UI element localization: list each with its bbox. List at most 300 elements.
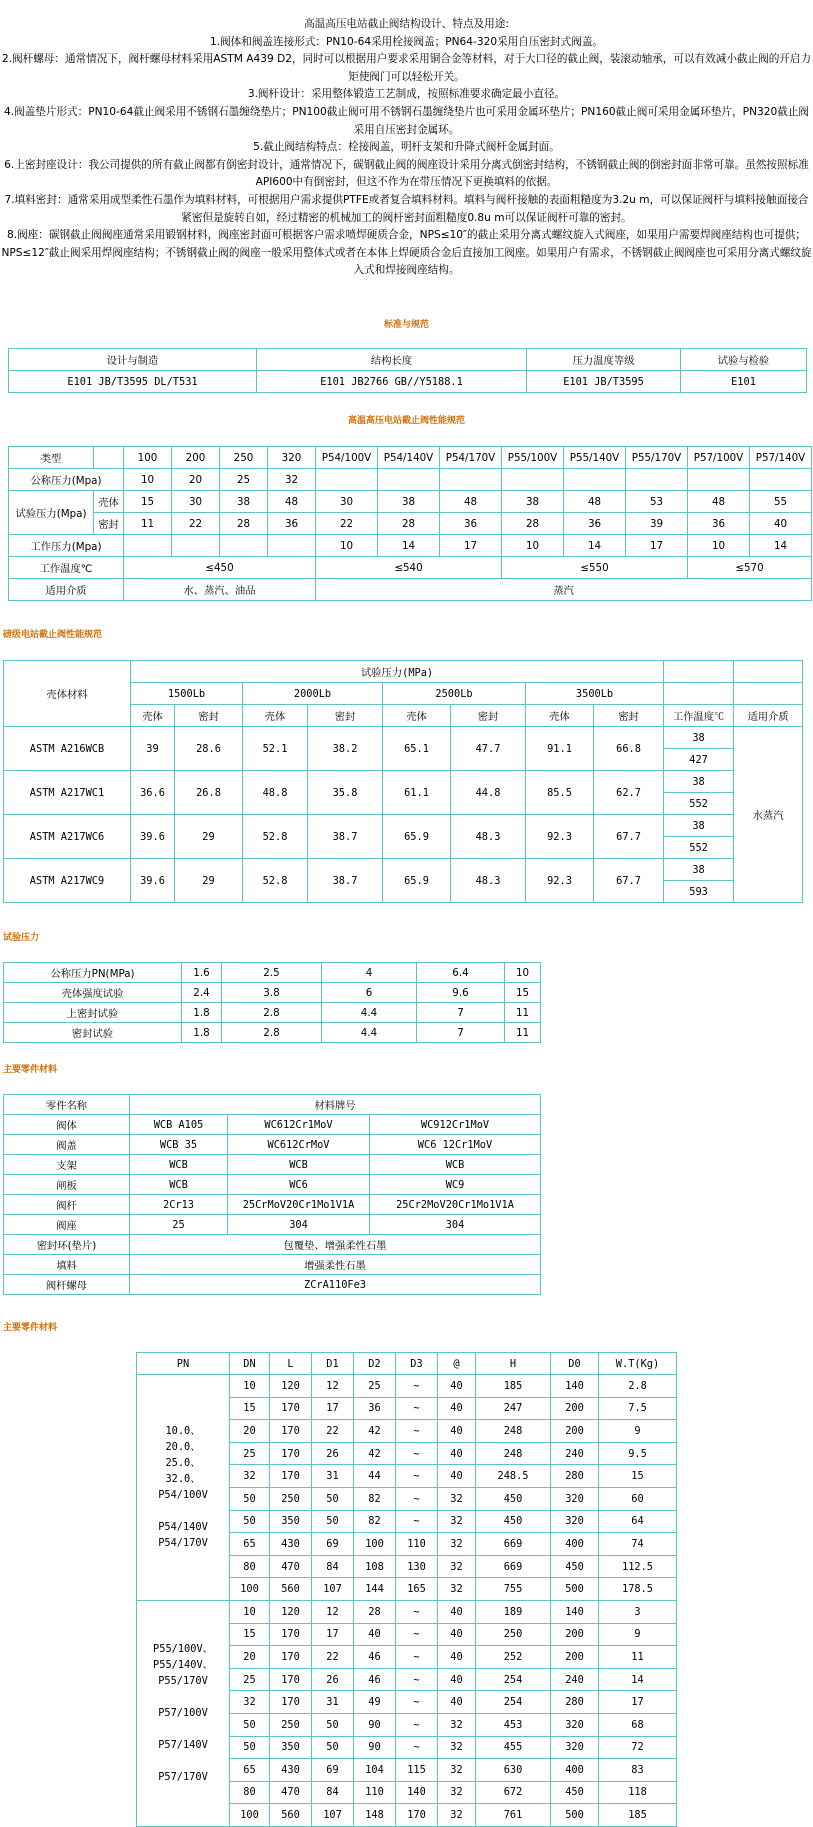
dims-cell: 31 — [312, 1465, 354, 1488]
dims-cell: 28 — [354, 1600, 396, 1623]
intro-paragraph: 3.阀杆设计：采用整体锻造工艺制成，按照标准要求确定最小直径。 — [247, 88, 566, 101]
material-cell: 25 — [130, 1215, 228, 1235]
shell-cell: 38 — [220, 491, 268, 513]
dims-cell: 120 — [270, 1375, 312, 1398]
dims-cell: 500 — [551, 1804, 599, 1827]
dims-cell: 254 — [476, 1668, 551, 1691]
material-cell: WC612Cr1MoV — [228, 1115, 370, 1135]
standards-header: 试验与检验 — [681, 349, 807, 371]
dims-cell: 254 — [476, 1691, 551, 1714]
dims-cell: 49 — [354, 1691, 396, 1714]
temp-cell: ≤570 — [688, 557, 812, 579]
dims-cell: 320 — [551, 1510, 599, 1533]
value-cell: 36.6 — [131, 771, 175, 815]
dims-cell: 17 — [312, 1623, 354, 1646]
nominal-cell — [564, 469, 626, 491]
seal-cell: 28 — [378, 513, 440, 535]
value-cell: 1.8 — [182, 1023, 222, 1043]
dims-cell: 170 — [270, 1420, 312, 1443]
dims-cell: 17 — [599, 1691, 677, 1714]
dims-cell: 50 — [230, 1487, 270, 1510]
dims-cell: 40 — [438, 1646, 476, 1669]
dims-cell: 200 — [551, 1646, 599, 1669]
intro-paragraph: 1.阀体和阀盖连接形式：PN10-64采用栓接阀盖；PN64-320采用自压密封式阀盖。 — [209, 35, 604, 48]
class-cell: P55/140V — [564, 447, 626, 469]
dims-cell: 350 — [270, 1736, 312, 1759]
work-cell: 10 — [688, 535, 750, 557]
value-cell: 92.3 — [526, 815, 594, 859]
pn-line: 10.0、 — [165, 1425, 201, 1438]
temp-cell: ≤540 — [316, 557, 502, 579]
value-cell: 28.6 — [175, 727, 243, 771]
dims-cell: 170 — [270, 1465, 312, 1488]
pn-line: 25.0、 — [165, 1457, 201, 1470]
nominal-cell: 10 — [124, 469, 172, 491]
dims-cell: 560 — [270, 1578, 312, 1601]
dims-cell: 80 — [230, 1555, 270, 1578]
dims-cell: 22 — [312, 1420, 354, 1443]
part-name: 阀座 — [4, 1215, 130, 1235]
dims-cell: 240 — [551, 1442, 599, 1465]
work-temp-label: 工作温度℃ — [9, 557, 124, 579]
dims-header: PN — [137, 1353, 230, 1375]
dims-cell: ~ — [396, 1736, 438, 1759]
class-cell: 200 — [172, 447, 220, 469]
dims-cell: 32 — [438, 1736, 476, 1759]
intro-text — [0, 16, 813, 280]
seal-cell: 36 — [688, 513, 750, 535]
nominal-cell: 25 — [220, 469, 268, 491]
dims-cell: ~ — [396, 1510, 438, 1533]
shell-label: 壳体 — [243, 705, 308, 727]
dims-cell: 32 — [230, 1691, 270, 1714]
work-temp-label: 工作温度℃ — [664, 705, 734, 727]
value-cell: 91.1 — [526, 727, 594, 771]
seal-label: 密封 — [308, 705, 383, 727]
dims-cell: 31 — [312, 1691, 354, 1714]
value-cell: 11 — [505, 1023, 541, 1043]
dims-cell: ~ — [396, 1465, 438, 1488]
dims-cell: 36 — [354, 1397, 396, 1420]
value-cell: 48.3 — [451, 815, 526, 859]
nominal-cell — [750, 469, 812, 491]
shell-cell: 38 — [378, 491, 440, 513]
dims-cell: 9 — [599, 1623, 677, 1646]
shell-cell: 53 — [626, 491, 688, 513]
pn-line: P54/140V — [158, 1521, 208, 1534]
shell-cell: 48 — [268, 491, 316, 513]
section-title-test: 试验压力 — [3, 933, 40, 943]
seal-cell: 39 — [626, 513, 688, 535]
value-cell: 3.8 — [222, 983, 322, 1003]
temp-cell: 38 — [664, 859, 734, 881]
dims-cell: 40 — [438, 1600, 476, 1623]
dims-header: D3 — [396, 1353, 438, 1375]
material-cell: WCB — [130, 1155, 228, 1175]
dims-cell: 68 — [599, 1713, 677, 1736]
value-cell: 85.5 — [526, 771, 594, 815]
seal-cell: 36 — [440, 513, 502, 535]
part-name: 闸板 — [4, 1175, 130, 1195]
material-cell: 包覆垫、增强柔性石墨 — [130, 1235, 541, 1255]
dims-cell: 2.8 — [599, 1375, 677, 1398]
dims-cell: 25 — [354, 1375, 396, 1398]
dims-cell: 90 — [354, 1736, 396, 1759]
pn-line: P57/100V — [158, 1707, 208, 1720]
dims-cell: 240 — [551, 1668, 599, 1691]
dims-cell: ~ — [396, 1668, 438, 1691]
medium-label: 适用介质 — [734, 705, 803, 727]
performance-table-2 — [3, 660, 803, 903]
value-cell: 4.4 — [322, 1003, 417, 1023]
dims-cell: 12 — [312, 1600, 354, 1623]
pn-line — [139, 1721, 227, 1737]
dims-header: D1 — [312, 1353, 354, 1375]
pn-line — [139, 1753, 227, 1769]
dims-cell: 20 — [230, 1420, 270, 1443]
pn-group-cell — [137, 1375, 230, 1601]
value-cell: 26.8 — [175, 771, 243, 815]
dims-cell: 144 — [354, 1578, 396, 1601]
dims-cell: 252 — [476, 1646, 551, 1669]
pn-line: P57/170V — [158, 1771, 208, 1784]
value-cell: 7 — [417, 1023, 505, 1043]
dims-cell: 40 — [438, 1420, 476, 1443]
material-cell: WC6 — [228, 1175, 370, 1195]
shell-cell: 48 — [564, 491, 626, 513]
dims-cell: 50 — [312, 1713, 354, 1736]
dims-cell: 170 — [396, 1804, 438, 1827]
dims-cell: ~ — [396, 1646, 438, 1669]
shell-cell: 48 — [688, 491, 750, 513]
class-cell: P55/100V — [502, 447, 564, 469]
dims-cell: 672 — [476, 1781, 551, 1804]
part-name: 阀体 — [4, 1115, 130, 1135]
value-cell: 52.8 — [243, 815, 308, 859]
dims-cell: 10 — [230, 1600, 270, 1623]
pn-line: 20.0、 — [165, 1441, 201, 1454]
value-cell: 11 — [505, 1003, 541, 1023]
dims-cell: 170 — [270, 1623, 312, 1646]
shell-label: 壳体 — [131, 705, 175, 727]
dims-cell: 11 — [599, 1646, 677, 1669]
medium-cell: 水、蒸汽、油品 — [124, 579, 316, 601]
work-cell: 14 — [378, 535, 440, 557]
class-cell: P57/140V — [750, 447, 812, 469]
value-cell: 39.6 — [131, 815, 175, 859]
part-name-header: 零件名称 — [4, 1095, 130, 1115]
material-name: ASTM A216WCB — [4, 727, 131, 771]
temp-cell: 38 — [664, 727, 734, 749]
dims-cell: 178.5 — [599, 1578, 677, 1601]
dims-cell: 69 — [312, 1759, 354, 1782]
shell-cell: 15 — [124, 491, 172, 513]
dims-header: W.T(Kg) — [599, 1353, 677, 1375]
dims-cell: 115 — [396, 1759, 438, 1782]
seal-label: 密封 — [175, 705, 243, 727]
standards-header: 设计与制造 — [9, 349, 257, 371]
dims-cell: 60 — [599, 1487, 677, 1510]
standards-value: E101 — [681, 371, 807, 393]
dims-cell: 15 — [599, 1465, 677, 1488]
dims-cell: 320 — [551, 1713, 599, 1736]
value-cell: 38.2 — [308, 727, 383, 771]
dims-cell: 9 — [599, 1420, 677, 1443]
material-name: ASTM A217WC9 — [4, 859, 131, 903]
dims-cell: 400 — [551, 1759, 599, 1782]
dims-cell: 32 — [438, 1487, 476, 1510]
dims-header: DN — [230, 1353, 270, 1375]
dims-cell: 32 — [438, 1713, 476, 1736]
section-title-standards: 标准与规范 — [383, 320, 429, 330]
dims-cell: 100 — [230, 1578, 270, 1601]
value-cell: 38.7 — [308, 815, 383, 859]
dims-cell: 761 — [476, 1804, 551, 1827]
work-cell: 17 — [440, 535, 502, 557]
row-label: 公称压力PN(MPa) — [4, 963, 182, 983]
dims-cell: 46 — [354, 1646, 396, 1669]
work-cell — [220, 535, 268, 557]
dims-cell: 248 — [476, 1442, 551, 1465]
dims-cell: 12 — [312, 1375, 354, 1398]
section-title-dims: 主要零件材料 — [3, 1323, 58, 1333]
dims-cell: 46 — [354, 1668, 396, 1691]
materials-table — [3, 1094, 541, 1295]
value-cell: 9.6 — [417, 983, 505, 1003]
dims-cell: 26 — [312, 1442, 354, 1465]
intro-paragraph: 4.阀盖垫片形式：PN10-64截止阀采用不锈钢石墨缠绕垫片；PN100截止阀可用不锈钢石墨缠绕垫片也可采用金属环垫片；PN160截止阀可采用金属环垫片，PN320截止阀采用自压密封金属环。 — [3, 105, 810, 136]
intro-paragraph: 7.填料密封：通常采用成型柔性石墨作为填料材料，可根据用户需求提供PTFE或者复合填料材料。填料与阀杆接触的表面粗糙度为3.2u m，可以保证阀杆与填料接触面接合紧密但是旋转自如，经过精密的机械加工的阀杆密封面粗糙度0.8u m可以保证阀杆可靠的密封。 — [4, 193, 809, 224]
shell-cell: 38 — [502, 491, 564, 513]
value-cell: 47.7 — [451, 727, 526, 771]
dims-cell: 450 — [551, 1555, 599, 1578]
dims-cell: 40 — [438, 1465, 476, 1488]
value-cell: 35.8 — [308, 771, 383, 815]
value-cell: 61.1 — [383, 771, 451, 815]
seal-label: 密封 — [594, 705, 664, 727]
seal-cell: 36 — [564, 513, 626, 535]
material-cell: WCB — [370, 1155, 541, 1175]
nominal-cell — [378, 469, 440, 491]
shell-cell: 30 — [316, 491, 378, 513]
class-cell: P54/100V — [316, 447, 378, 469]
dims-cell: 32 — [438, 1533, 476, 1556]
value-cell: 48.3 — [451, 859, 526, 903]
value-cell: 38.7 — [308, 859, 383, 903]
dims-header: D2 — [354, 1353, 396, 1375]
value-cell: 67.7 — [594, 859, 664, 903]
dimensions-table — [136, 1352, 677, 1827]
part-name: 阀盖 — [4, 1135, 130, 1155]
dims-cell: 185 — [599, 1804, 677, 1827]
dims-cell: 140 — [551, 1600, 599, 1623]
dims-cell: 430 — [270, 1759, 312, 1782]
section-title-materials: 主要零件材料 — [3, 1065, 58, 1075]
dims-cell: 104 — [354, 1759, 396, 1782]
dims-cell: 15 — [230, 1623, 270, 1646]
medium-cell: 水蒸汽 — [734, 727, 803, 903]
value-cell: 4.4 — [322, 1023, 417, 1043]
nominal-cell — [502, 469, 564, 491]
work-pressure-label: 工作压力(Mpa) — [9, 535, 124, 557]
nominal-cell — [688, 469, 750, 491]
dims-cell: 170 — [270, 1397, 312, 1420]
material-cell: WCB — [228, 1155, 370, 1175]
dims-cell: 107 — [312, 1804, 354, 1827]
seal-cell: 40 — [750, 513, 812, 535]
dims-cell: ~ — [396, 1600, 438, 1623]
dims-cell: 108 — [354, 1555, 396, 1578]
dims-cell: 50 — [312, 1487, 354, 1510]
class-cell: P57/100V — [688, 447, 750, 469]
row-label: 上密封试验 — [4, 1003, 182, 1023]
part-name: 阀杆螺母 — [4, 1275, 130, 1295]
dims-cell: 32 — [438, 1578, 476, 1601]
material-cell: 25CrMoV20Cr1Mo1V1A — [228, 1195, 370, 1215]
dims-cell: 42 — [354, 1442, 396, 1465]
dims-cell: 65 — [230, 1533, 270, 1556]
value-cell: 6 — [322, 983, 417, 1003]
dims-cell: 22 — [312, 1646, 354, 1669]
pn-line: P55/140V、 — [153, 1659, 213, 1672]
pn-line: P55/170V — [158, 1675, 208, 1688]
work-cell: 10 — [502, 535, 564, 557]
shell-cell: 30 — [172, 491, 220, 513]
dims-cell: 170 — [270, 1691, 312, 1714]
dims-cell: 65 — [230, 1759, 270, 1782]
temp-cell: 38 — [664, 771, 734, 793]
shell-label: 壳体 — [383, 705, 451, 727]
shell-label: 壳体 — [94, 491, 124, 513]
intro-paragraph: 6.上密封座设计：我公司提供的所有截止阀都有倒密封设计，通常情况下，碳钢截止阀的阀座设计采用分离式倒密封结构，不锈钢截止阀的倒密封面非常可靠。虽然按照标准API600中有倒密封，但这不作为在带压情况下更换填料的依据。 — [4, 158, 809, 189]
value-cell: 2.4 — [182, 983, 222, 1003]
dims-cell: 40 — [438, 1668, 476, 1691]
dims-cell: 32 — [438, 1555, 476, 1578]
lb-class: 2500Lb — [383, 683, 526, 705]
dims-cell: ~ — [396, 1420, 438, 1443]
standards-table — [8, 348, 807, 393]
temp-cell: 38 — [664, 815, 734, 837]
dims-cell: 140 — [396, 1781, 438, 1804]
pn-group-cell — [137, 1600, 230, 1826]
dims-cell: 84 — [312, 1555, 354, 1578]
value-cell: 52.8 — [243, 859, 308, 903]
dims-cell: 17 — [312, 1397, 354, 1420]
dims-cell: 110 — [354, 1781, 396, 1804]
dims-cell: 112.5 — [599, 1555, 677, 1578]
dims-cell: 44 — [354, 1465, 396, 1488]
dims-cell: 320 — [551, 1736, 599, 1759]
dims-cell: ~ — [396, 1713, 438, 1736]
dims-cell: 200 — [551, 1420, 599, 1443]
value-cell: 65.1 — [383, 727, 451, 771]
dims-cell: 430 — [270, 1533, 312, 1556]
dims-cell: ~ — [396, 1375, 438, 1398]
value-cell: 2.8 — [222, 1003, 322, 1023]
dims-cell: 140 — [551, 1375, 599, 1398]
medium-cell: 蒸汽 — [316, 579, 812, 601]
value-cell: 6.4 — [417, 963, 505, 983]
nominal-cell: 20 — [172, 469, 220, 491]
dims-cell: 50 — [312, 1510, 354, 1533]
dims-cell: 69 — [312, 1533, 354, 1556]
dims-cell: 118 — [599, 1781, 677, 1804]
dims-cell: 400 — [551, 1533, 599, 1556]
type-label: 类型 — [9, 447, 94, 469]
dims-cell: 80 — [230, 1781, 270, 1804]
dims-cell: 350 — [270, 1510, 312, 1533]
pn-line: P55/100V、 — [153, 1643, 213, 1656]
dims-cell: 130 — [396, 1555, 438, 1578]
dims-cell: 500 — [551, 1578, 599, 1601]
part-name: 密封环(垫片) — [4, 1235, 130, 1255]
dims-cell: 630 — [476, 1759, 551, 1782]
value-cell: 65.9 — [383, 815, 451, 859]
dims-cell: 250 — [270, 1487, 312, 1510]
value-cell: 1.8 — [182, 1003, 222, 1023]
value-cell: 29 — [175, 815, 243, 859]
dims-cell: 40 — [438, 1375, 476, 1398]
pn-line — [139, 1503, 227, 1519]
value-cell: 29 — [175, 859, 243, 903]
dims-cell: 560 — [270, 1804, 312, 1827]
intro-paragraph: 2.阀杆螺母：通常情况下，阀杆螺母材料采用ASTM A439 D2，同时可以根据用户要求采用铜合金等材料，对于大口径的截止阀，装滚动轴承，可以有效减小截止阀的开启力矩使阀门可以轻松开关。 — [1, 53, 812, 83]
value-cell: 4 — [322, 963, 417, 983]
dims-cell: 148 — [354, 1804, 396, 1827]
material-cell: 304 — [370, 1215, 541, 1235]
nominal-cell — [316, 469, 378, 491]
dims-header: H — [476, 1353, 551, 1375]
dims-cell: ~ — [396, 1442, 438, 1465]
dims-cell: 82 — [354, 1487, 396, 1510]
dims-cell: 100 — [354, 1533, 396, 1556]
nominal-cell — [440, 469, 502, 491]
class-cell: P54/170V — [440, 447, 502, 469]
row-label: 壳体强度试验 — [4, 983, 182, 1003]
dims-cell: 248 — [476, 1420, 551, 1443]
dims-cell: 185 — [476, 1375, 551, 1398]
dims-cell: 40 — [438, 1623, 476, 1646]
work-cell: 14 — [564, 535, 626, 557]
shell-material-label: 壳体材料 — [4, 661, 131, 727]
pn-line: P54/100V — [158, 1489, 208, 1502]
dims-cell: 74 — [599, 1533, 677, 1556]
seal-cell: 22 — [172, 513, 220, 535]
lb-class: 2000Lb — [243, 683, 383, 705]
work-cell — [172, 535, 220, 557]
dims-cell: 25 — [230, 1668, 270, 1691]
seal-label: 密封 — [94, 513, 124, 535]
standards-value: E101 JB2766 GB//Y5188.1 — [257, 371, 527, 393]
section-title-perf1: 高温高压电站截止阀性能规范 — [347, 416, 465, 426]
seal-cell: 36 — [268, 513, 316, 535]
dims-cell: 40 — [438, 1442, 476, 1465]
value-cell: 44.8 — [451, 771, 526, 815]
material-cell: WCB A105 — [130, 1115, 228, 1135]
dims-cell: 120 — [270, 1600, 312, 1623]
dims-cell: 248.5 — [476, 1465, 551, 1488]
value-cell: 52.1 — [243, 727, 308, 771]
temp-cell: 552 — [664, 793, 734, 815]
dims-cell: 200 — [551, 1623, 599, 1646]
value-cell: 7 — [417, 1003, 505, 1023]
dims-cell: 453 — [476, 1713, 551, 1736]
dims-header: D0 — [551, 1353, 599, 1375]
standards-header: 压力温度等级 — [527, 349, 681, 371]
value-cell: 92.3 — [526, 859, 594, 903]
value-cell: 67.7 — [594, 815, 664, 859]
material-cell: WC6 12Cr1MoV — [370, 1135, 541, 1155]
